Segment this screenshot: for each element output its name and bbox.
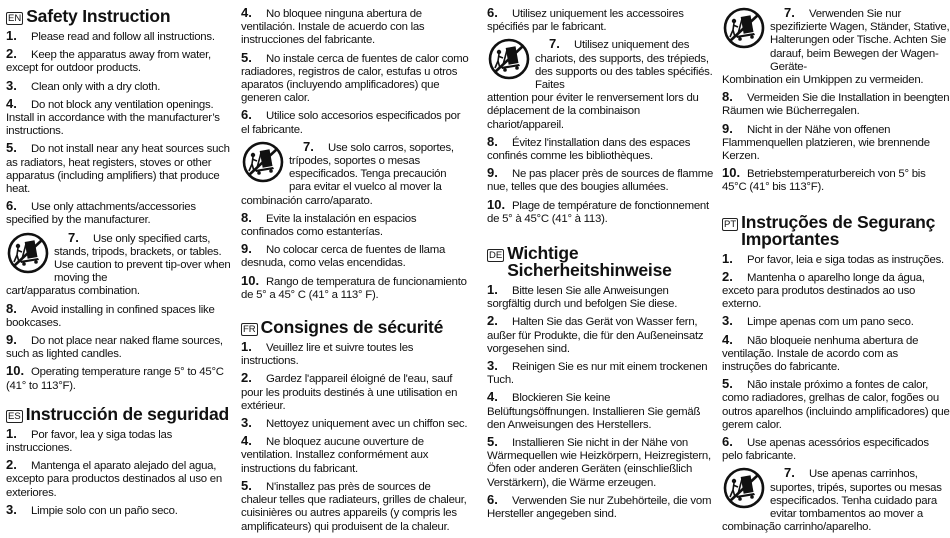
section-fr-continued <box>487 6 715 226</box>
instruction-item <box>722 466 950 534</box>
item-number: 2. <box>6 457 17 473</box>
item-number: 2. <box>722 268 733 284</box>
instruction-item <box>6 79 234 94</box>
instruction-item <box>487 493 715 521</box>
section-es-continued <box>241 6 469 302</box>
item-text: No instale cerca de fuentes de calor como radiadores, registros de calor, estufas u otros aparatos (incluyendo amplificadores) que generen calor. <box>241 52 469 105</box>
cart-tip-over-warning-icon <box>487 38 531 80</box>
item-text: Avoid installing in confined spaces like bookcases. <box>6 303 215 329</box>
item-number: 4. <box>487 389 498 405</box>
item-text: Use solo carros, soportes, trípodes, soportes o mesas especificados. Tenga precaución para evitar el vuelco al mover la <box>289 141 454 194</box>
item-text: Please read and follow all instructions. <box>31 31 215 43</box>
item-text: Utilice solo accesorios especificados por el fabricante. <box>241 110 461 136</box>
cart-tip-over-warning-icon <box>722 467 766 509</box>
column-1 <box>6 6 234 521</box>
section-heading <box>6 8 234 25</box>
item-number: 7. <box>68 229 79 245</box>
instruction-item <box>6 333 234 361</box>
item-text: Não instale próximo a fontes de calor, como radiadores, grelhas de calor, fogões ou outros aparelhos (incluindo amplificadores) que gerem calor. <box>722 379 950 431</box>
instruction-item <box>722 377 950 432</box>
instruction-item <box>722 6 950 87</box>
instruction-item <box>6 97 234 139</box>
item-number: 1. <box>6 425 17 441</box>
item-number: 1. <box>722 250 733 266</box>
instruction-item <box>241 211 469 239</box>
instruction-list <box>6 29 234 393</box>
item-number: 8. <box>6 300 17 316</box>
instruction-list <box>487 283 715 521</box>
item-text: Do not place near naked flame sources, such as lighted candles. <box>6 335 223 361</box>
item-number: 9. <box>722 120 733 136</box>
item-text: Mantenha o aparelho longe da água, exceto para produtos destinados ao uso externo. <box>722 271 925 311</box>
item-text: Evite la instalación en espacios confinados como estanterías. <box>241 212 417 239</box>
instruction-item <box>241 434 469 476</box>
instruction-item <box>241 479 469 534</box>
item-number: 5. <box>241 49 252 65</box>
item-number: 6. <box>6 198 17 214</box>
instruction-item <box>241 416 469 431</box>
item-text: Utilisez uniquement les accessoires spécifiés par le fabricant. <box>487 8 684 34</box>
instruction-item <box>722 435 950 463</box>
item-number: 9. <box>487 165 498 181</box>
instruction-list <box>722 252 950 535</box>
item-text: Nettoyez uniquement avec un chiffon sec. <box>266 418 468 431</box>
instruction-list <box>722 6 950 195</box>
item-text: Blockieren Sie keine Belüftungsöffnungen. Installieren Sie gemäß den Anweisungen des Herstellers. <box>487 392 701 431</box>
language-badge: EN <box>8 13 22 24</box>
cart-tip-over-warning-icon <box>722 7 766 49</box>
item-text: Keep the apparatus away from water, except for outdoor products. <box>6 49 211 75</box>
instruction-item <box>6 29 234 44</box>
section-es <box>6 403 234 518</box>
item-text: Betriebstemperaturbereich von 5° bis 45°C (41° bis 113°F). <box>722 168 926 194</box>
instruction-item <box>722 333 950 375</box>
instruction-item <box>722 314 950 329</box>
instruction-item <box>487 435 715 490</box>
item-text: Use only attachments/accessories specified by the manufacturer. <box>6 201 196 227</box>
item-text: Bitte lesen Sie alle Anweisungen sorgfältig durch und befolgen Sie diese. <box>487 285 678 311</box>
instruction-item <box>722 122 950 164</box>
item-text: Plage de température de fonctionnement de 5° à 45°C (41° à 113). <box>487 199 709 225</box>
item-body <box>54 231 234 286</box>
item-number: 7. <box>784 465 795 481</box>
column-2 <box>241 6 469 537</box>
item-text: Gardez l'appareil éloigné de l'eau, sauf pour les produits destinés à une utilisation en extérieur. <box>241 373 458 412</box>
instruction-list <box>241 340 469 534</box>
instruction-item <box>241 51 469 106</box>
section-de <box>487 245 715 521</box>
instruction-item <box>241 242 469 270</box>
item-text: Use apenas carrinhos, suportes, tripés, suportes ou mesas especificados. Tenha cuidado para evitar tombamentos ao mover a <box>770 468 942 521</box>
instruction-item <box>6 364 234 392</box>
section-heading <box>6 403 234 424</box>
item-number: 2. <box>6 46 17 62</box>
instruction-item <box>6 427 234 455</box>
section-title: Safety Instruction <box>26 6 171 26</box>
instruction-item <box>722 90 950 118</box>
item-text: Veuillez lire et suivre toutes les instructions. <box>241 342 414 368</box>
language-badge: FR <box>243 324 256 336</box>
item-text: Do not block any ventilation openings. Install in accordance with the manufacturer’s instructions. <box>6 98 220 138</box>
item-text: Évitez l'installation dans des espaces confinés comme les bibliothèques. <box>487 136 691 163</box>
instruction-item <box>241 340 469 368</box>
item-number: 2. <box>487 313 498 329</box>
item-number: 1. <box>6 28 17 43</box>
item-text: Mantenga el aparato alejado del agua, excepto para productos destinados al uso en exteriores. <box>6 460 222 499</box>
item-text: Use apenas acessórios especificados pelo fabricante. <box>722 437 929 463</box>
instruction-item <box>6 141 234 196</box>
item-text-continued: cart/apparatus combination. <box>6 285 140 298</box>
item-body <box>535 37 715 92</box>
item-text: Operating temperature range 5° to 45°C (41° to 113°F). <box>6 366 224 392</box>
item-number: 6. <box>487 5 498 20</box>
item-text: N'installez pas près de sources de chaleur telles que radiateurs, grilles de chaleur, cuisinières ou autres appareils (y compris les amplificateurs) qui produisent de la chaleur. <box>241 480 467 533</box>
item-number: 3. <box>6 501 17 517</box>
item-text-continued: Kombination ein Umkippen zu vermeiden. <box>722 74 924 87</box>
item-body <box>770 6 950 74</box>
item-number: 8. <box>241 209 252 225</box>
item-text: Do not install near any heat sources such as radiators, heat registers, stoves or other apparatus (including amplifiers) that produce heat. <box>6 143 230 196</box>
item-number: 3. <box>487 358 498 374</box>
item-text: Vermeiden Sie die Installation in beengten Räumen wie Bücherregalen. <box>722 92 950 118</box>
column-4 <box>722 6 950 538</box>
instruction-list <box>487 6 715 226</box>
instruction-item <box>487 314 715 356</box>
language-badge: DE <box>489 250 503 262</box>
item-text: Clean only with a dry cloth. <box>31 80 161 93</box>
instruction-item <box>487 283 715 311</box>
item-number: 7. <box>303 138 314 154</box>
item-text: Reinigen Sie es nur mit einem trockenen Tuch. <box>487 361 708 387</box>
item-text: Verwenden Sie nur spezifizierte Wagen, Ständer, Stative, Halterungen oder Tische. Achten Sie darauf, beim Bewegen der Wagen-Geräte- <box>770 8 950 73</box>
instruction-list <box>6 427 234 518</box>
instruction-item <box>487 390 715 432</box>
cart-tip-over-warning-icon <box>6 232 50 274</box>
item-number: 8. <box>487 133 498 149</box>
item-text-continued: attention pour éviter le renversement lors du déplacement de la combinaison chariot/appareil. <box>487 92 699 131</box>
language-badge: ES <box>8 410 21 422</box>
item-number: 1. <box>487 282 498 298</box>
item-number: 6. <box>487 491 498 507</box>
item-number: 4. <box>6 95 17 111</box>
item-text: Limpie solo con un paño seco. <box>31 504 178 517</box>
item-number: 4. <box>722 331 733 347</box>
item-body <box>289 140 469 195</box>
item-number: 7. <box>549 36 560 52</box>
item-number: 1. <box>241 339 252 355</box>
item-number: 10. <box>241 272 260 288</box>
item-text: Por favor, lea y siga todas las instrucciones. <box>6 428 173 455</box>
item-number: 10. <box>487 196 506 212</box>
item-number: 9. <box>241 241 252 257</box>
instruction-item <box>241 140 469 208</box>
section-fr <box>241 319 469 534</box>
item-number: 6. <box>722 434 733 450</box>
item-number: 8. <box>722 89 733 105</box>
instruction-item <box>487 198 715 226</box>
instruction-item <box>487 6 715 34</box>
instruction-item <box>241 274 469 302</box>
item-text: Não bloqueie nenhuma abertura de ventilação. Instale de acordo com as instruções do fabricante. <box>722 334 919 374</box>
item-text: Verwenden Sie nur Zubehörteile, die vom Hersteller angegeben sind. <box>487 494 712 521</box>
item-text: Installieren Sie nicht in der Nähe von Wärmequellen wie Heizkörpern, Heizregistern, Öfen oder anderen Geräten (einschließlich Verstärkern), die Wärme erzeugen. <box>487 437 711 489</box>
section-title: Instruções de Seguranç Importantes <box>741 211 936 249</box>
instruction-item <box>241 371 469 413</box>
item-number: 7. <box>784 5 795 20</box>
item-text: Utilisez uniquement des chariots, des supports, des trépieds, des supports ou des tables spécifiés. Faites <box>535 39 713 92</box>
instruction-item <box>6 458 234 500</box>
item-text: Por favor, leia e siga todas as instruções. <box>747 253 944 266</box>
instruction-list <box>241 6 469 302</box>
instruction-item <box>487 37 715 131</box>
column-3 <box>487 6 715 524</box>
instruction-item <box>241 108 469 136</box>
item-number: 5. <box>722 376 733 392</box>
instruction-item <box>722 166 950 194</box>
item-text: Ne pas placer près de sources de flamme nue, telles que des bougies allumées. <box>487 168 714 194</box>
item-number: 5. <box>241 477 252 493</box>
instruction-item <box>722 270 950 312</box>
item-number: 5. <box>6 140 17 156</box>
instruction-item <box>6 231 234 299</box>
item-text: Halten Sie das Gerät von Wasser fern, außer für Produkte, die für den Außeneinsatz vorgesehen sind. <box>487 316 704 355</box>
item-number: 4. <box>241 5 252 20</box>
item-body <box>770 466 950 521</box>
item-text: Rango de temperatura de funcionamiento de 5° a 45° C (41° a 113° F). <box>241 275 467 301</box>
section-heading <box>241 319 469 336</box>
item-number: 3. <box>6 77 17 93</box>
item-number: 3. <box>241 415 252 431</box>
instruction-item <box>487 135 715 163</box>
item-text: Use only specified carts, stands, tripods, brackets, or tables. Use caution to prevent tip-over when moving the <box>54 232 231 285</box>
item-text: No bloquee ninguna abertura de ventilación. Instale de acuerdo con las instrucciones del fabricante. <box>241 8 425 47</box>
item-number: 10. <box>722 165 741 181</box>
item-number: 5. <box>487 434 498 450</box>
item-text-continued: combinação carrinho/aparelho. <box>722 521 872 534</box>
item-text: Nicht in der Nähe von offenen Flammenquellen platzieren, wie brennende Kerzen. <box>722 123 930 163</box>
instruction-item <box>487 166 715 194</box>
item-text: Ne bloquez aucune ouverture de ventilation. Installez conformément aux instructions du fabricant. <box>241 436 429 475</box>
item-text: No colocar cerca de fuentes de llama desnuda, como velas encendidas. <box>241 244 446 270</box>
section-title: Consignes de sécurité <box>260 317 444 338</box>
instruction-item <box>487 359 715 387</box>
item-number: 10. <box>6 363 25 379</box>
item-text-continued: combinación carro/aparato. <box>241 194 373 207</box>
instruction-item <box>722 252 950 267</box>
instruction-item <box>6 47 234 75</box>
section-title: Instrucción de seguridad <box>25 403 229 424</box>
language-badge: PT <box>724 218 737 230</box>
item-number: 6. <box>241 107 252 123</box>
instruction-item <box>6 199 234 227</box>
section-heading <box>487 245 715 279</box>
instruction-item <box>6 503 234 518</box>
item-number: 3. <box>722 313 733 329</box>
item-text: Limpe apenas com um pano seco. <box>747 316 914 329</box>
instruction-item <box>6 302 234 330</box>
item-number: 9. <box>6 332 17 348</box>
instruction-item <box>241 6 469 48</box>
item-number: 4. <box>241 433 252 449</box>
section-en <box>6 8 234 393</box>
section-title: Wichtige Sicherheitshinweise <box>507 243 672 281</box>
cart-tip-over-warning-icon <box>241 141 285 183</box>
item-number: 2. <box>241 370 252 386</box>
section-heading <box>722 211 950 249</box>
section-pt <box>722 211 950 535</box>
section-de-continued <box>722 6 950 195</box>
